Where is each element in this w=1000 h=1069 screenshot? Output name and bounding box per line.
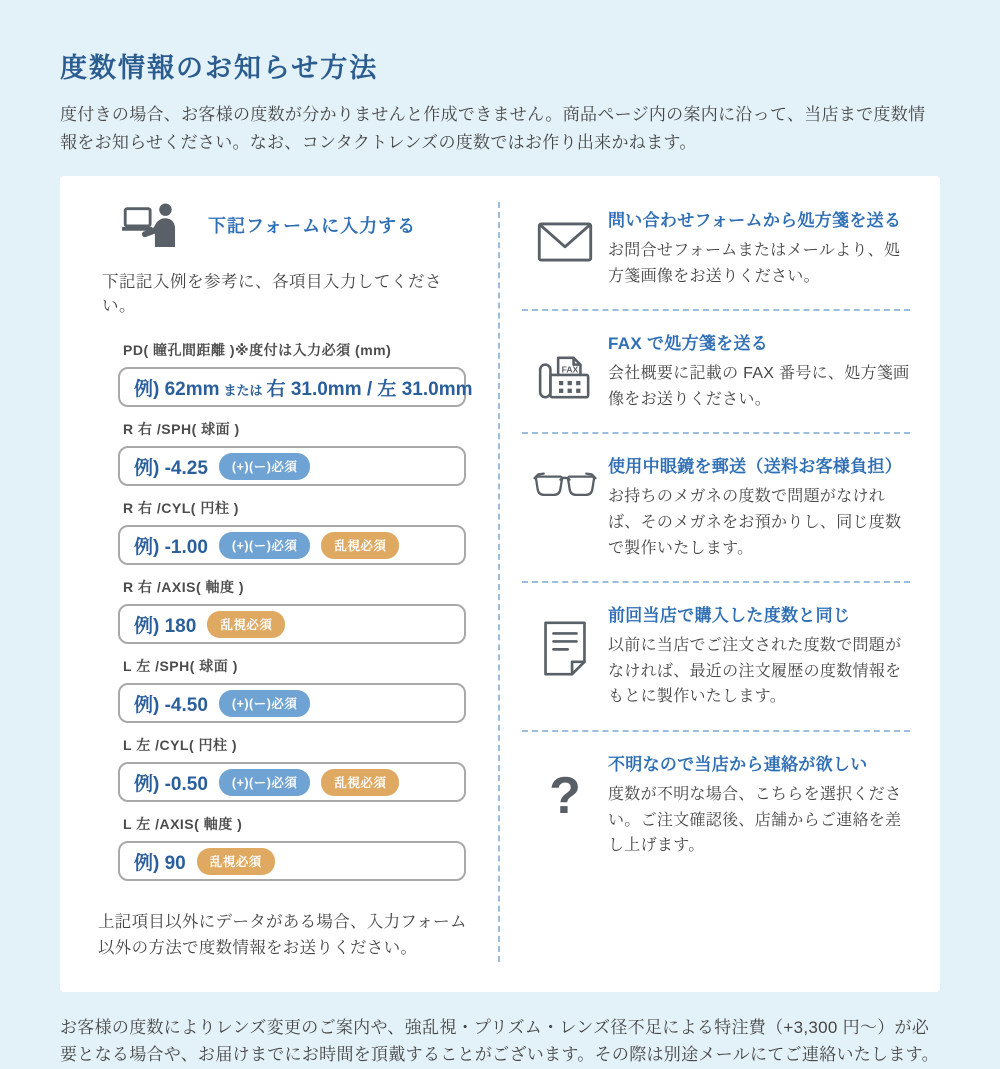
- method-heading: FAX で処方箋を送る: [608, 334, 769, 354]
- alternative-methods-column: [500, 202, 940, 962]
- form-row-r-cyl: [118, 498, 466, 565]
- method-text: [608, 601, 910, 710]
- form-row-label: L 左 /AXIS( 軸度 ): [123, 816, 243, 833]
- form-row-label: R 右 /CYL( 円柱 ): [123, 500, 239, 517]
- plus-minus-required-badge: (+)(ー)必須: [219, 532, 310, 559]
- method-unknown-contact-me: [522, 730, 910, 879]
- form-row-l-axis: [118, 814, 466, 881]
- envelope-icon: [522, 206, 608, 289]
- form-example-value: 例) -0.50: [134, 773, 208, 795]
- method-text: [608, 750, 910, 859]
- method-body: 度数が不明な場合、こちらを選択ください。ご注文確認後、店舗からご連絡を差し上げます。: [608, 786, 902, 855]
- form-example-field: [118, 762, 466, 802]
- method-text: [608, 452, 910, 561]
- form-example-value: 例) 90: [134, 852, 186, 874]
- form-instruction: 下記記入例を参考に、各項目入力してください。: [102, 273, 442, 316]
- method-heading: 前回当店で購入した度数と同じ: [608, 606, 851, 626]
- document-icon: [522, 601, 608, 710]
- form-row-pd: [118, 340, 473, 407]
- form-row-r-sph: [118, 419, 466, 486]
- method-fax: [522, 309, 910, 432]
- method-body: お問合せフォームまたはメールより、処方箋画像をお送りください。: [608, 242, 901, 285]
- form-row-l-cyl: [118, 735, 466, 802]
- glasses-icon: [522, 452, 608, 561]
- form-example-field: [118, 525, 466, 565]
- method-heading: 不明なので当店から連絡が欲しい: [608, 755, 868, 774]
- form-example-field: [118, 446, 466, 486]
- form-example-field: [118, 367, 473, 407]
- method-contact-form: [522, 202, 910, 309]
- form-row-r-axis: [118, 577, 466, 644]
- intro-text: 度付きの場合、お客様の度数が分かりませんと作成できません。商品ページ内の案内に沿って、当店まで度数情報をお知らせください。なお、コンタクトレンズの度数ではお作り出来かねます。: [60, 105, 926, 152]
- form-example-field: [118, 841, 466, 881]
- form-section-heading: 下記フォームに入力する: [208, 216, 417, 237]
- form-row-label: L 左 /SPH( 球面 ): [123, 658, 238, 675]
- methods-panel: [60, 176, 940, 992]
- astigmatism-required-badge: 乱視必須: [207, 611, 285, 638]
- form-row-label: R 右 /SPH( 球面 ): [123, 421, 240, 438]
- form-example-value: 例) -1.00: [134, 536, 208, 558]
- method-body: 会社概要に記載の FAX 番号に、処方箋画像をお送りください。: [608, 365, 910, 408]
- plus-minus-required-badge: (+)(ー)必須: [219, 453, 310, 480]
- svg-text:FAX: FAX: [561, 364, 579, 375]
- form-example-value: 例) -4.50: [134, 694, 208, 716]
- astigmatism-required-badge: 乱視必須: [321, 532, 399, 559]
- footer-note: お客様の度数によりレンズ変更のご案内や、強乱視・プリズム・レンズ径不足による特注費（+3,300 円～）が必要となる場合や、お届けまでにお時間を頂戴することがございます。その際は別途メールにてご連絡いたします。: [60, 1017, 939, 1065]
- question-mark-icon: ?: [549, 767, 581, 825]
- form-example-value: 例) -4.25: [134, 457, 208, 479]
- method-heading: 使用中眼鏡を郵送（送料お客様負担）: [608, 457, 903, 477]
- method-mail-glasses: [522, 432, 910, 581]
- method-body: お持ちのメガネの度数で問題がなければ、そのメガネをお預かりし、同じ度数で製作いたします。: [608, 488, 902, 557]
- form-row-l-sph: [118, 656, 466, 723]
- form-row-label: PD( 瞳孔間距離 )※度付は入力必須 (mm): [123, 342, 392, 359]
- form-row-label: R 右 /AXIS( 軸度 ): [123, 579, 245, 596]
- form-example-field: [118, 604, 466, 644]
- page-title: 度数情報のお知らせ方法: [60, 53, 379, 83]
- method-text: [608, 329, 910, 412]
- form-note: 上記項目以外にデータがある場合、入力フォーム以外の方法で度数情報をお送りください。: [98, 913, 467, 958]
- form-section-header: [122, 202, 470, 248]
- plus-minus-required-badge: (+)(ー)必須: [219, 769, 310, 796]
- person-at-computer-icon: [122, 202, 184, 248]
- form-example-field: [118, 683, 466, 723]
- form-example-column: [60, 202, 500, 962]
- plus-minus-required-badge: (+)(ー)必須: [219, 690, 310, 717]
- form-example-value: 例) 180: [134, 615, 197, 637]
- astigmatism-required-badge: 乱視必須: [197, 848, 275, 875]
- fax-icon: [522, 329, 608, 412]
- form-example-value: 例) 62mm または 右 31.0mm / 左 31.0mm: [134, 378, 473, 400]
- form-rows: [118, 340, 473, 881]
- method-text: [608, 206, 910, 289]
- astigmatism-required-badge: 乱視必須: [321, 769, 399, 796]
- method-previous-order: [522, 581, 910, 730]
- method-heading: 問い合わせフォームから処方箋を送る: [608, 211, 902, 231]
- form-row-label: L 左 /CYL( 円柱 ): [123, 737, 238, 754]
- method-body: 以前に当店でご注文された度数で問題がなければ、最近の注文履歴の度数情報をもとに製作いたします。: [608, 637, 902, 706]
